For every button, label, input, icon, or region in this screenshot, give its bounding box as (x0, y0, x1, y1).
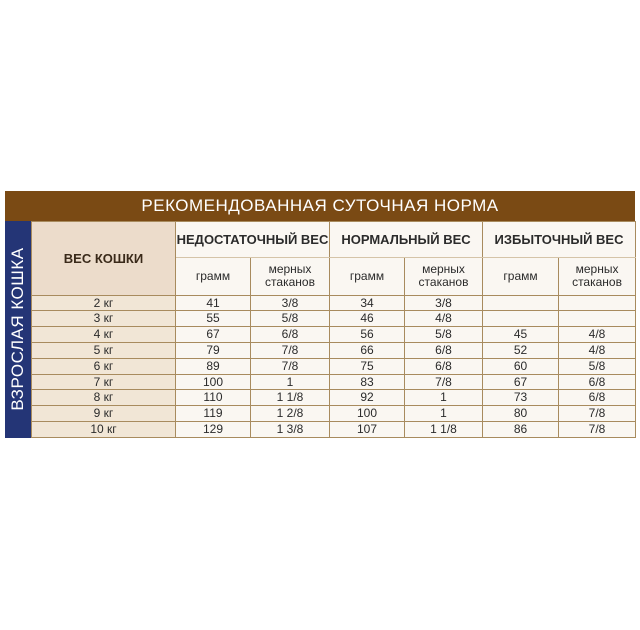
normal-grams: 66 (330, 343, 405, 359)
normal-cups: 1 (405, 406, 483, 422)
underweight-cups: 1 (251, 374, 330, 390)
table-row (32, 311, 636, 327)
overweight-grams (483, 295, 559, 311)
overweight-grams: 80 (483, 406, 559, 422)
underweight-grams: 41 (176, 295, 251, 311)
normal-grams: 75 (330, 358, 405, 374)
group-header-row (32, 222, 636, 258)
table-row (32, 343, 636, 359)
overweight-cups: 5/8 (559, 358, 636, 374)
underweight-grams: 100 (176, 374, 251, 390)
row-weight-label: 7 кг (32, 374, 176, 390)
underweight-grams: 79 (176, 343, 251, 359)
underweight-grams: 110 (176, 390, 251, 406)
weight-column-header: ВЕС КОШКИ (32, 222, 176, 296)
side-category-bar (5, 221, 31, 438)
overweight-cups (559, 295, 636, 311)
overweight-cups: 7/8 (559, 422, 636, 438)
normal-grams: 100 (330, 406, 405, 422)
normal-grams: 107 (330, 422, 405, 438)
sub-header-grams: грамм (176, 257, 251, 295)
overweight-cups: 4/8 (559, 327, 636, 343)
group-header-normal: НОРМАЛЬНЫЙ ВЕС (330, 222, 483, 258)
table-title-text: РЕКОМЕНДОВАННАЯ СУТОЧНАЯ НОРМА (141, 196, 499, 215)
table-row (32, 374, 636, 390)
overweight-grams: 67 (483, 374, 559, 390)
normal-cups: 6/8 (405, 358, 483, 374)
sub-header-grams: грамм (483, 257, 559, 295)
row-weight-label: 8 кг (32, 390, 176, 406)
row-weight-label: 2 кг (32, 295, 176, 311)
table-row (32, 422, 636, 438)
overweight-grams: 86 (483, 422, 559, 438)
feeding-table (5, 191, 635, 438)
sub-header-grams: грамм (330, 257, 405, 295)
overweight-grams (483, 311, 559, 327)
overweight-cups: 6/8 (559, 374, 636, 390)
overweight-grams: 60 (483, 358, 559, 374)
underweight-cups: 3/8 (251, 295, 330, 311)
sub-header-cups: мерных стаканов (559, 257, 636, 295)
overweight-cups: 6/8 (559, 390, 636, 406)
overweight-cups: 7/8 (559, 406, 636, 422)
overweight-cups: 4/8 (559, 343, 636, 359)
underweight-cups: 7/8 (251, 358, 330, 374)
group-header-overweight: ИЗБЫТОЧНЫЙ ВЕС (483, 222, 636, 258)
table-row (32, 406, 636, 422)
normal-cups: 5/8 (405, 327, 483, 343)
feeding-grid (31, 221, 636, 438)
table-row (32, 295, 636, 311)
group-header-underweight: НЕДОСТАТОЧНЫЙ ВЕС (176, 222, 330, 258)
row-weight-label: 5 кг (32, 343, 176, 359)
table-row (32, 390, 636, 406)
normal-grams: 83 (330, 374, 405, 390)
underweight-grams: 55 (176, 311, 251, 327)
row-weight-label: 4 кг (32, 327, 176, 343)
table-title (5, 191, 635, 221)
side-category-label: ВЗРОСЛАЯ КОШКА (8, 247, 27, 411)
table-row (32, 358, 636, 374)
underweight-grams: 67 (176, 327, 251, 343)
underweight-grams: 89 (176, 358, 251, 374)
underweight-cups: 1 1/8 (251, 390, 330, 406)
underweight-grams: 129 (176, 422, 251, 438)
normal-cups: 1 (405, 390, 483, 406)
row-weight-label: 3 кг (32, 311, 176, 327)
table-body (32, 295, 636, 437)
underweight-cups: 5/8 (251, 311, 330, 327)
normal-grams: 56 (330, 327, 405, 343)
normal-cups: 1 1/8 (405, 422, 483, 438)
sub-header-cups: мерных стаканов (251, 257, 330, 295)
normal-cups: 6/8 (405, 343, 483, 359)
row-weight-label: 9 кг (32, 406, 176, 422)
underweight-grams: 119 (176, 406, 251, 422)
normal-cups: 7/8 (405, 374, 483, 390)
row-weight-label: 10 кг (32, 422, 176, 438)
overweight-grams: 45 (483, 327, 559, 343)
sub-header-cups: мерных стаканов (405, 257, 483, 295)
overweight-grams: 52 (483, 343, 559, 359)
underweight-cups: 6/8 (251, 327, 330, 343)
normal-grams: 92 (330, 390, 405, 406)
overweight-grams: 73 (483, 390, 559, 406)
row-weight-label: 6 кг (32, 358, 176, 374)
normal-cups: 4/8 (405, 311, 483, 327)
normal-cups: 3/8 (405, 295, 483, 311)
underweight-cups: 1 3/8 (251, 422, 330, 438)
normal-grams: 46 (330, 311, 405, 327)
normal-grams: 34 (330, 295, 405, 311)
table-row (32, 327, 636, 343)
underweight-cups: 1 2/8 (251, 406, 330, 422)
overweight-cups (559, 311, 636, 327)
underweight-cups: 7/8 (251, 343, 330, 359)
